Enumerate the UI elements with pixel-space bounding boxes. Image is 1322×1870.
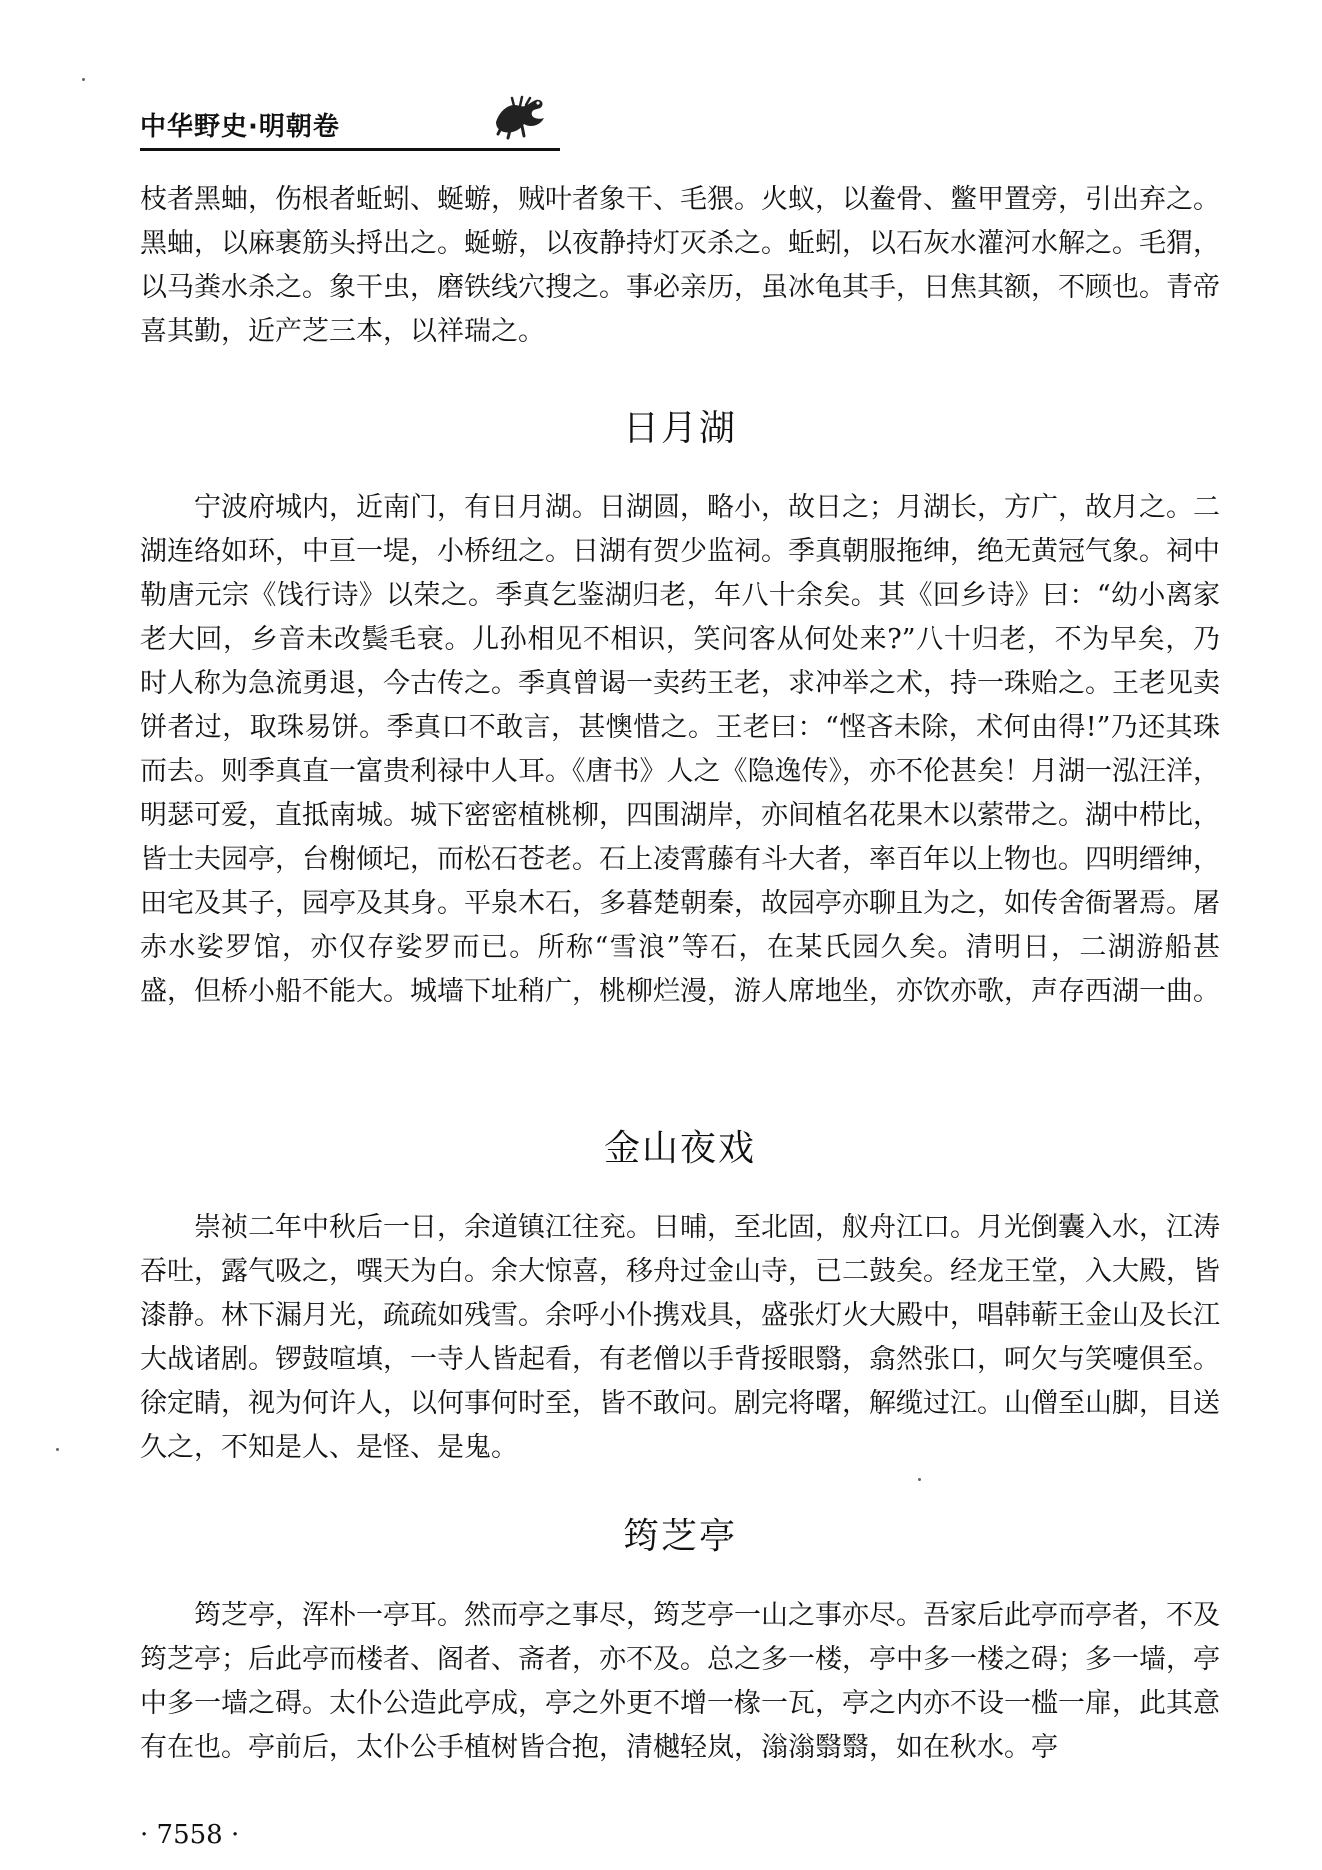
section-body xyxy=(140,486,1220,1014)
continuation-paragraph xyxy=(140,178,1220,354)
scan-speck xyxy=(82,78,85,81)
continuation-text: 枝者黑蚰，伤根者蚯蚓、蜒蝣，贼叶者象干、毛猥。火蚁，以鲞骨、鳖甲置旁，引出弃之。黑蚰，以麻裹筋头捋出之。蜒蝣，以夜静持灯灭杀之。蚯蚓，以石灰水灌河水解之。毛猬，以马粪水杀之。象干虫，磨铁线穴搜之。事必亲历，虽冰龟其手，日焦其额，不顾也。青帝喜其勤，近产芝三本，以祥瑞之。 xyxy=(140,184,1220,347)
section-body xyxy=(140,1206,1220,1470)
section-body xyxy=(140,1594,1220,1770)
section-title: 日月湖 xyxy=(622,408,737,449)
running-header xyxy=(140,92,560,152)
section-title: 筠芝亭 xyxy=(622,1516,737,1557)
section-text: 筠芝亭，浑朴一亭耳。然而亭之事尽，筠芝亭一山之事亦尽。吾家后此亭而亭者，不及筠芝亭；后此亭而楼者、阁者、斋者，亦不及。总之多一楼，亭中多一楼之碍；多一墙，亭中多一墙之碍。太仆公造此亭成，亭之外更不增一椽一瓦，亭之内亦不设一槛一扉，此其意有在也。亭前后，太仆公手植树皆合抱，清樾轻岚，滃滃翳翳，如在秋水。亭 xyxy=(140,1600,1220,1763)
header-rule xyxy=(140,148,560,151)
scan-speck xyxy=(918,1478,921,1481)
section-text: 崇祯二年中秋后一日，余道镇江往兖。日晡，至北固，舣舟江口。月光倒囊入水，江涛吞吐，露气吸之，噀天为白。余大惊喜，移舟过金山寺，已二鼓矣。经龙王堂，入大殿，皆漆静。林下漏月光，疏疏如残雪。余呼小仆携戏具，盛张灯火大殿中，唱韩蕲王金山及长江大战诸剧。锣鼓喧填，一寺人皆起看，有老僧以手背挼眼翳，翕然张口，呵欠与笑嚏俱至。徐定睛，视为何许人，以何事何时至，皆不敢问。剧完将曙，解缆过江。山僧至山脚，目送久之，不知是人、是怪、是鬼。 xyxy=(140,1212,1220,1463)
page-number: · 7558 · xyxy=(140,1820,240,1850)
scan-speck xyxy=(56,1448,59,1451)
dragon-emblem-icon xyxy=(490,92,550,140)
section-text: 宁波府城内，近南门，有日月湖。日湖圆，略小，故日之；月湖长，方广，故月之。二湖连络如环，中亘一堤，小桥纽之。日湖有贺少监祠。季真朝服拖绅，绝无黄冠气象。祠中勒唐元宗《饯行诗》以荣之。季真乞鉴湖归老，年八十余矣。其《回乡诗》曰：“幼小离家老大回，乡音未改鬓毛衰。儿孙相见不相识，笑问客从何处来?”八十归老，不为早矣，乃时人称为急流勇退，今古传之。季真曾谒一卖药王老，求冲举之术，持一珠贻之。王老见卖饼者过，取珠易饼。季真口不敢言，甚懊惜之。王老曰：“悭吝未除，术何由得!”乃还其珠而去。则季真直一富贵利禄中人耳。《唐书》人之《隐逸传》，亦不伦甚矣！月湖一泓汪洋，明瑟可爱，直抵南城。城下密密植桃柳，四围湖岸，亦间植名花果木以萦带之。湖中栉比，皆士夫园亭，台榭倾圮，而松石苍老。石上凌霄藤有斗大者，率百年以上物也。四明缙绅，田宅及其子，园亭及其身。平泉木石，多暮楚朝秦，故园亭亦聊且为之，如传舍衙署焉。屠赤水娑罗馆，亦仅存娑罗而已。所称“雪浪”等石，在某氏园久矣。清明日，二湖游船甚盛，但桥小船不能大。城墙下址稍广，桃柳烂漫，游人席地坐，亦饮亦歌，声存西湖一曲。 xyxy=(140,492,1220,1007)
book-title: 中华野史·明朝卷 xyxy=(140,112,340,142)
section-title: 金山夜戏 xyxy=(603,1128,756,1169)
